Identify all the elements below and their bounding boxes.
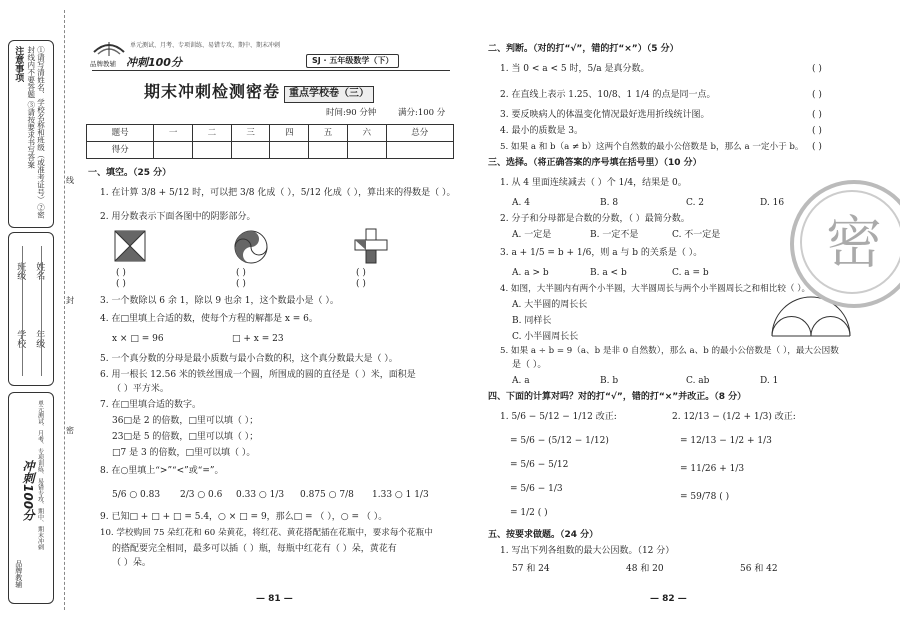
option[interactable]: A. a > b xyxy=(512,268,549,278)
brand-publisher: 品牌教辅 xyxy=(14,560,23,588)
answer-blank[interactable]: ( ) xyxy=(116,279,126,289)
score-input[interactable] xyxy=(386,142,453,159)
page-number: — 82 — xyxy=(650,594,687,604)
option[interactable]: B. 8 xyxy=(600,198,619,208)
label-grade: 年级 xyxy=(34,330,45,348)
question-10-cont: 的搭配要完全相同，最多可以插（ ）瓶，每瓶中红花有（ ）朵，黄花有 xyxy=(112,544,397,554)
question-3: 3. 一个数除以 6 余 1，除以 9 也余 1，这个数最小是（ ）。 xyxy=(100,296,339,306)
compare-item: 5/6 ○ 0.83 xyxy=(112,490,161,500)
problem-1: 1. 写出下列各组数的最大公因数。（12 分） xyxy=(500,546,675,556)
info-box xyxy=(8,232,54,386)
gcd-item: 57 和 24 xyxy=(512,564,550,574)
calc-1-head: 1. 5/6 − 5/12 − 1/12 改正: xyxy=(500,412,617,422)
score-table-header xyxy=(87,125,454,142)
option[interactable]: A. a xyxy=(512,376,530,386)
score-input[interactable] xyxy=(154,142,193,159)
figure-square-triangles xyxy=(114,230,146,266)
question-10: 10. 学校购回 75 朵红花和 60 朵黄花，将红花、黄花搭配插在花瓶中，要求每个花瓶中 xyxy=(100,528,433,538)
question-2: 2. 用分数表示下面各图中的阴影部分。 xyxy=(100,212,256,222)
seal-word: 线 xyxy=(66,176,74,185)
judge-3: 3. 要反映病人的体温变化情况最好选用折线统计图。 xyxy=(500,110,710,120)
page-number: — 81 — xyxy=(256,594,293,604)
section-heading: 五、按要求做题。（24 分） xyxy=(488,530,599,540)
option[interactable]: A. 大半圆的周长长 xyxy=(512,300,588,310)
score-cell: 题号 xyxy=(87,125,154,142)
option[interactable]: C. ab xyxy=(686,376,710,386)
choice-3: 3. a + 1/5 = b + 1/6，则 a 与 b 的关系是（ ）。 xyxy=(500,248,703,258)
judge-1: 1. 当 0 < a < 5 时，5/a 是真分数。 xyxy=(500,64,650,74)
question-9: 9. 已知□ + □ + □ = 5.4，○ × □ = 9，那么□ = （ ），○ = （ ）。 xyxy=(100,512,388,522)
score-cell: 一 xyxy=(154,125,193,142)
calc-step: = 12/13 − 1/2 + 1/3 xyxy=(680,436,772,446)
question-10-cont: （ ）朵。 xyxy=(112,558,151,568)
answer-blank[interactable]: ( ) xyxy=(236,268,246,278)
header-rule xyxy=(92,70,450,71)
option[interactable]: D. 16 xyxy=(760,198,785,208)
gcd-item: 56 和 42 xyxy=(740,564,778,574)
exam-score: 满分:100 分 xyxy=(398,108,446,118)
section-heading: 三、选择。（将正确答案的序号填在括号里）（10 分） xyxy=(488,158,702,168)
judge-blank[interactable]: ( ) xyxy=(812,64,822,74)
judge-blank[interactable]: ( ) xyxy=(812,142,822,152)
score-cell: 四 xyxy=(270,125,309,142)
gcd-item: 48 和 20 xyxy=(626,564,664,574)
score-cell: 二 xyxy=(193,125,232,142)
score-input[interactable] xyxy=(193,142,232,159)
equation-a: x × □ = 96 xyxy=(112,334,164,344)
judge-4: 4. 最小的质数是 3。 xyxy=(500,126,584,136)
grade-badge: SJ · 五年级数学（下） xyxy=(306,54,399,68)
calc-step: = 5/6 − (5/12 − 1/12) xyxy=(510,436,609,446)
section-heading: 一、填空。（25 分） xyxy=(88,168,172,178)
question-8: 8. 在○里填上“>”“<”或“=”。 xyxy=(100,466,224,476)
answer-blank[interactable]: ( ) xyxy=(356,279,366,289)
fill-line xyxy=(41,246,43,376)
equation-b: □ + x = 23 xyxy=(232,334,284,344)
compare-item: 1.33 ○ 1 1/3 xyxy=(372,490,429,500)
header-logo: 冲刺100分 xyxy=(126,56,182,69)
compare-item: 2/3 ○ 0.6 xyxy=(180,490,223,500)
option[interactable]: C. 2 xyxy=(686,198,705,208)
option[interactable]: B. a < b xyxy=(590,268,627,278)
seal-line xyxy=(64,10,65,610)
page-title: 期末冲刺检测密卷 xyxy=(144,82,281,101)
calc-2-head: 2. 12/13 − (1/2 + 1/3) 改正: xyxy=(672,412,796,422)
brand-logo: 冲刺100分 xyxy=(21,460,35,522)
question-1: 1. 在计算 3/8 + 5/12 时，可以把 3/8 化成（ ），5/12 化成（ ），算出来的得数是（ ）。 xyxy=(100,188,456,198)
score-cell: 总分 xyxy=(386,125,453,142)
option[interactable]: A. 4 xyxy=(512,198,530,208)
question-4: 4. 在□里填上合适的数，使每个方程的解都是 x = 6。 xyxy=(100,314,318,324)
notice-text: ①请写清姓名、学校名称和班级（或准考证号）②密封线内不要答题 ③请按要求书写答案 xyxy=(26,46,46,219)
header-tagline: 单元测试、月考、专项训练、易错专攻、期中、期末冲刺 xyxy=(130,42,281,49)
option[interactable]: B. 一定不是 xyxy=(590,230,639,240)
choice-5: 5. 如果 a ÷ b = 9（a、b 是非 0 自然数），那么 a、b 的最小公倍数是（ ），最大公因数 xyxy=(500,346,839,356)
score-cell: 得分 xyxy=(87,142,154,159)
figure-cross-shape xyxy=(354,228,388,268)
option[interactable]: B. 同样长 xyxy=(512,316,552,326)
judge-5: 5. 如果 a 和 b（a ≠ b）这两个自然数的最小公倍数是 b，那么 a 一定小于 b。 xyxy=(500,142,804,152)
publisher-name: 品牌教辅 xyxy=(90,60,116,68)
compare-item: 0.875 ○ 7/8 xyxy=(300,490,354,500)
choice-2: 2. 分子和分母都是合数的分数，（ ）最简分数。 xyxy=(500,214,690,224)
option[interactable]: D. 1 xyxy=(760,376,779,386)
score-input[interactable] xyxy=(270,142,309,159)
answer-blank[interactable]: ( ) xyxy=(116,268,126,278)
score-table-row xyxy=(87,142,454,159)
seal-word: 封 xyxy=(66,296,74,305)
answer-blank[interactable]: ( ) xyxy=(356,268,366,278)
secret-stamp: 密 xyxy=(790,180,900,308)
option[interactable]: A. 一定是 xyxy=(512,230,552,240)
answer-blank[interactable]: ( ) xyxy=(236,279,246,289)
calc-step: = 11/26 + 1/3 xyxy=(680,464,745,474)
score-cell: 五 xyxy=(309,125,348,142)
question-5: 5. 一个真分数的分母是最小质数与最小合数的积，这个真分数最大是（ ）。 xyxy=(100,354,398,364)
fill-line xyxy=(22,246,24,376)
calc-step: = 5/6 − 1/3 xyxy=(510,484,563,494)
score-cell: 六 xyxy=(347,125,386,142)
calc-step: = 59/78 ( ) xyxy=(680,492,730,502)
calc-step: = 5/6 − 5/12 xyxy=(510,460,569,470)
label-name: 姓名 xyxy=(34,262,45,280)
question-7: 7. 在□里填合适的数字。 xyxy=(100,400,201,410)
question-7b: 23□是 5 的倍数，□里可以填（ ）； xyxy=(112,432,259,442)
option[interactable]: C. a = b xyxy=(672,268,709,278)
question-6-cont: （ ）平方米。 xyxy=(112,384,169,394)
option[interactable]: C. 不一定是 xyxy=(672,230,721,240)
judge-blank[interactable]: ( ) xyxy=(812,126,822,136)
option[interactable]: C. 小半圆周长长 xyxy=(512,332,579,342)
question-6: 6. 用一根长 12.56 米的铁丝围成一个圆，所围成的圆的直径是（ ）米，面积是 xyxy=(100,370,416,380)
section-heading: 二、判断。（对的打“√”，错的打“×”）（5 分） xyxy=(488,44,679,54)
exam-time: 时间:90 分钟 xyxy=(326,108,377,118)
calc-step: = 1/2 ( ) xyxy=(510,508,548,518)
choice-1: 1. 从 4 里面连续减去（ ）个 1/4，结果是 0。 xyxy=(500,178,687,188)
option[interactable]: B. b xyxy=(600,376,619,386)
judge-blank[interactable]: ( ) xyxy=(812,110,822,120)
judge-2: 2. 在直线上表示 1.25、10/8、1 1/4 的点是同一点。 xyxy=(500,90,716,100)
score-input[interactable] xyxy=(231,142,270,159)
judge-blank[interactable]: ( ) xyxy=(812,90,822,100)
binding-strip xyxy=(0,0,82,618)
compare-item: 0.33 ○ 1/3 xyxy=(236,490,285,500)
question-7a: 36□是 2 的倍数，□里可以填（ ）； xyxy=(112,416,259,426)
notice-heading: 注意事项 xyxy=(13,46,24,82)
label-school: 学校 xyxy=(15,330,26,348)
book-logo-icon xyxy=(92,34,126,58)
choice-4: 4. 如图，大半圆内有两个小半圆，大半圆周长与两个小半圆周长之和相比较（ ）。 xyxy=(500,284,811,294)
label-class: 班级 xyxy=(15,262,26,280)
choice-5-cont: 是（ ）。 xyxy=(512,360,547,370)
score-cell: 三 xyxy=(231,125,270,142)
seal-word: 密 xyxy=(66,426,74,435)
question-7c: □7 是 3 的倍数，□里可以填（ ）。 xyxy=(112,448,256,458)
figure-circle-spiral xyxy=(234,230,268,268)
score-input[interactable] xyxy=(347,142,386,159)
page-subtitle: 重点学校卷（三） xyxy=(284,86,374,103)
section-heading: 四、下面的计算对吗？对的打“√”，错的打“×”并改正。（8 分） xyxy=(488,392,747,402)
score-table xyxy=(86,124,454,159)
score-input[interactable] xyxy=(309,142,348,159)
brand-tagline: 单元测试、月考、专项训练、易错专攻、期中、期末冲刺 xyxy=(36,400,44,550)
